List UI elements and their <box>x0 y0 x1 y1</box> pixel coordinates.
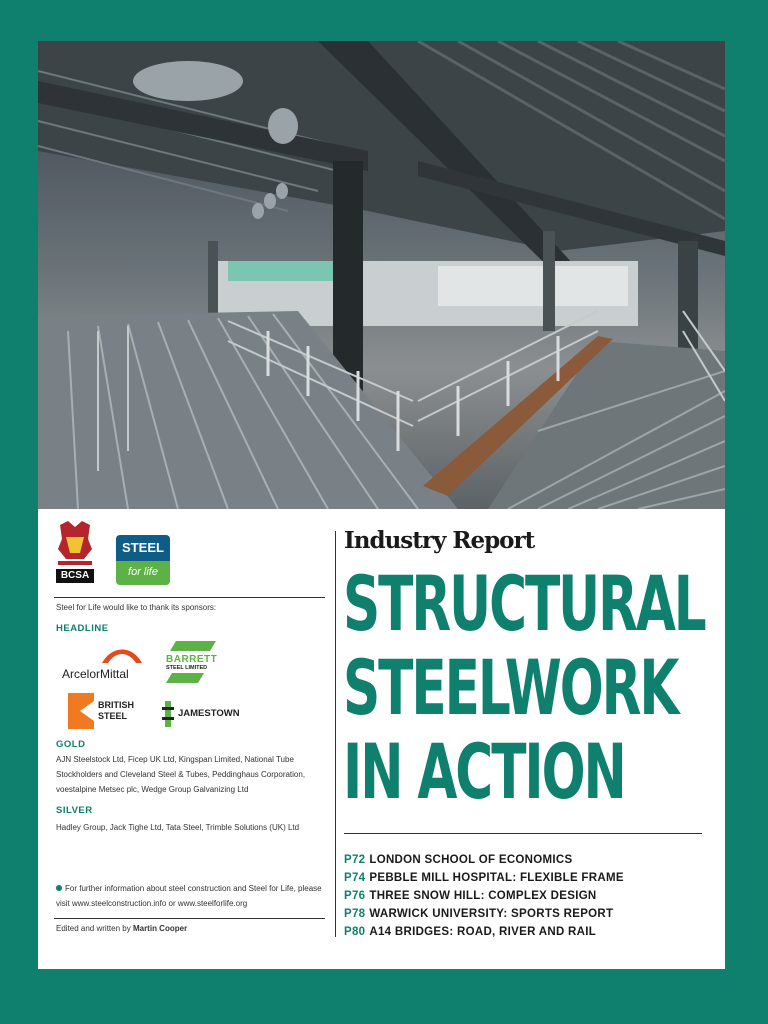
credit-line <box>56 921 326 936</box>
divider-bottom <box>54 918 325 919</box>
arcelormittal-label: ArcelorMittal <box>62 667 129 681</box>
silver-heading: SILVER <box>56 805 93 816</box>
toc-page: P80 <box>344 926 366 938</box>
toc-item[interactable] <box>344 905 624 923</box>
toc-item[interactable] <box>344 851 624 869</box>
toc-page: P76 <box>344 890 366 902</box>
section-kicker: Industry Report <box>344 527 535 554</box>
steel-for-life-top: STEEL <box>116 535 170 561</box>
british-steel-logo <box>68 693 148 731</box>
toc-title: THREE SNOW HILL: COMPLEX DESIGN <box>369 890 597 902</box>
bcsa-logo <box>54 519 96 585</box>
arcelormittal-logo <box>62 643 152 683</box>
bcsa-label: BCSA <box>60 570 90 581</box>
steel-for-life-logo <box>116 535 170 585</box>
steel-label: STEEL <box>98 711 128 721</box>
toc-page: P74 <box>344 872 366 884</box>
toc-title: LONDON SCHOOL OF ECONOMICS <box>369 854 573 866</box>
sponsor-thanks: Steel for Life would like to thank its sponsors: <box>56 603 217 612</box>
info-text <box>56 881 326 911</box>
toc-item[interactable] <box>344 887 624 905</box>
steel-for-life-bottom: for life <box>116 561 170 585</box>
bullet-dot <box>56 885 62 891</box>
british-label: BRITISH <box>98 700 134 710</box>
toc-title: WARWICK UNIVERSITY: SPORTS REPORT <box>369 908 614 920</box>
cover-photo <box>38 41 725 509</box>
magazine-page <box>38 41 725 969</box>
cover-title-line-3: IN ACTION <box>343 727 625 816</box>
column-divider <box>335 531 336 937</box>
cover-title-line-2: STEELWORK <box>343 643 678 732</box>
silver-sponsors: Hadley Group, Jack Tighe Ltd, Tata Steel, Trimble Solutions (UK) Ltd <box>56 823 300 832</box>
toc-item[interactable] <box>344 869 624 887</box>
toc-page: P72 <box>344 854 366 866</box>
toc-divider <box>344 833 702 834</box>
toc-title: A14 BRIDGES: ROAD, RIVER AND RAIL <box>369 926 597 938</box>
toc-item[interactable] <box>344 923 624 941</box>
credit-prefix: Edited and written by <box>56 924 131 933</box>
editor-name: Martin Cooper <box>132 924 188 933</box>
divider <box>54 597 325 598</box>
barrett-sub: STEEL LIMITED <box>166 665 208 671</box>
logo-row <box>54 519 174 589</box>
gold-heading: GOLD <box>56 739 86 750</box>
headline-heading: HEADLINE <box>56 623 109 634</box>
gold-sponsors: AJN Steelstock Ltd, Ficep UK Ltd, Kingspan Limited, National Tube Stockholders and Cleveland Steel & Tubes, Peddinghaus Corporation, voestalpine Metsec plc, Wedge Group Galvanizing Ltd <box>56 755 306 794</box>
table-of-contents <box>344 851 624 941</box>
toc-page: P78 <box>344 908 366 920</box>
toc-title: PEBBLE MILL HOSPITAL: FLEXIBLE FRAME <box>369 872 624 884</box>
barrett-label: BARRETT <box>166 654 218 665</box>
cover-title-line-1: STRUCTURAL <box>343 559 705 648</box>
jamestown-logo <box>162 701 252 727</box>
jamestown-label: JAMESTOWN <box>178 708 240 719</box>
info-text-content: For further information about steel construction and Steel for Life, please visit www.steelconstruction.info or www.steelforlife.org <box>56 884 322 908</box>
barrett-logo <box>164 641 220 683</box>
